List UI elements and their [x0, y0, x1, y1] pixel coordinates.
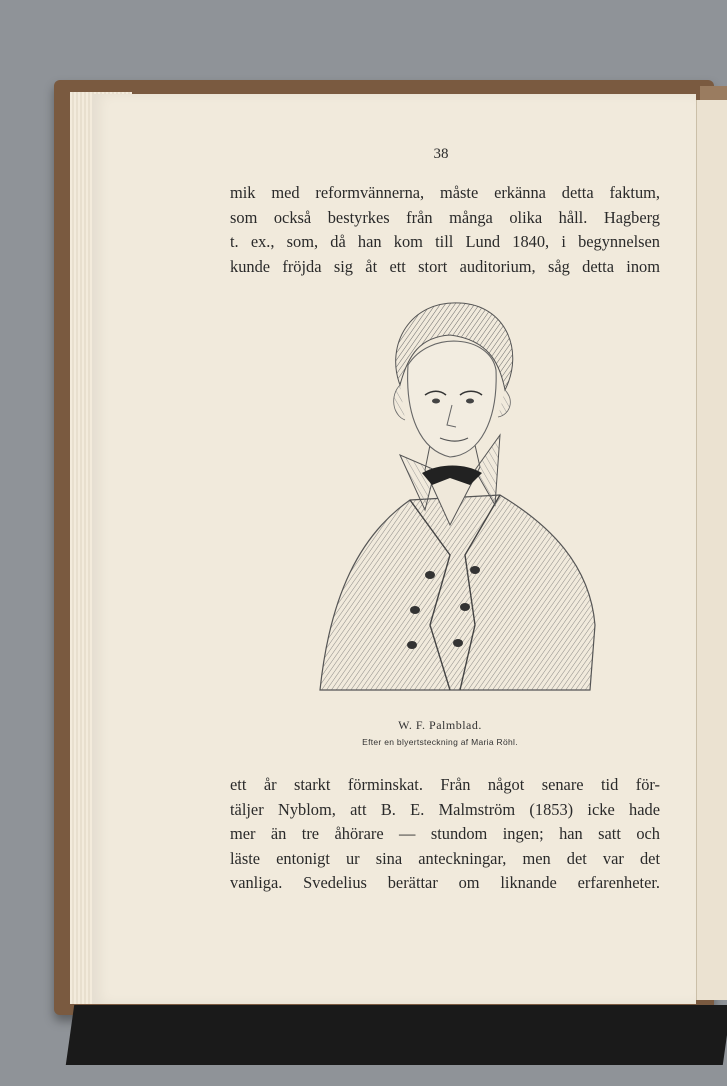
text-line: täljer Nyblom, att B. E. Malmström (1853) icke hade	[230, 799, 660, 819]
portrait-caption-name: W. F. Palmblad.	[398, 718, 482, 732]
text-line: ett år starkt förminskat. Från något senare tid för-	[230, 775, 660, 794]
top-paragraph	[230, 181, 660, 279]
portrait-caption-credit: Efter en blyertsteckning af Maria Röhl.	[362, 737, 518, 747]
bottom-paragraph	[230, 773, 660, 896]
book-shadow	[66, 1005, 727, 1065]
text-line: t. ex., som, då han kom till Lund 1840, i begynnelsen	[230, 232, 660, 251]
portrait-illustration	[300, 295, 610, 700]
text-line: mer än tre åhörare — stundom ingen; han satt och	[230, 824, 660, 843]
text-line: läste entonigt ur sina anteckningar, men det var det	[230, 848, 660, 868]
text-line: mik med reformvännerna, måste erkänna detta faktum,	[230, 183, 660, 202]
text-line: som också bestyrkes från många olika håll. Hagberg	[230, 207, 660, 227]
facing-page-edge	[696, 100, 727, 1000]
page-number: 38	[433, 146, 449, 162]
text-line: kunde fröjda sig åt ett stort auditorium, såg detta inom	[230, 256, 660, 276]
text-line: vanliga. Svedelius berättar om liknande erfarenheter.	[230, 873, 660, 892]
